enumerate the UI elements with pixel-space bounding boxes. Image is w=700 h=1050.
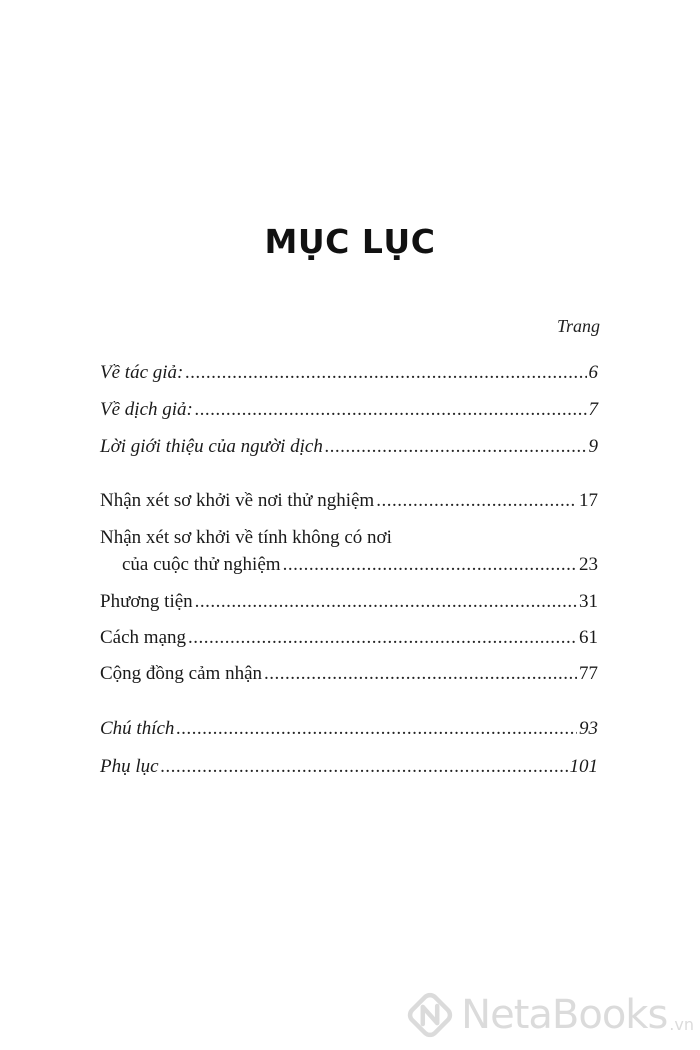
toc-entry-chapter-4[interactable]	[100, 627, 598, 649]
toc-entry-translator-intro[interactable]	[100, 436, 598, 458]
toc-entry-page: 101	[569, 756, 598, 777]
dot-leader	[195, 591, 577, 613]
toc-entry-label: Về tác giả:	[100, 362, 184, 383]
dot-leader	[185, 362, 586, 384]
toc-entry-label: của cuộc thử nghiệm	[122, 554, 281, 575]
dot-leader	[161, 756, 568, 778]
netabooks-watermark	[403, 988, 694, 1042]
toc-entry-about-author[interactable]	[100, 362, 598, 384]
toc-entry-page: 17	[579, 490, 598, 511]
toc-entry-chapter-2[interactable]	[122, 554, 598, 576]
toc-entry-label: Cộng đồng cảm nhận	[100, 663, 263, 684]
toc-entry-page: 23	[579, 554, 598, 575]
toc-entry-about-translator[interactable]	[100, 399, 598, 421]
dot-leader	[195, 399, 587, 421]
toc-entry-label: Chú thích	[100, 718, 175, 739]
toc-entry-label: Nhận xét sơ khởi về nơi thử nghiệm	[100, 490, 375, 511]
toc-entry-page: 7	[588, 399, 598, 420]
page-title: MỤC LỤC	[264, 222, 436, 261]
toc-entry-notes[interactable]	[100, 718, 598, 740]
toc-entry-page: 6	[588, 362, 598, 383]
dot-leader	[188, 627, 577, 649]
dot-leader	[283, 554, 577, 576]
dot-leader	[264, 663, 577, 685]
toc-entry-page: 77	[579, 663, 598, 684]
netabooks-logo-icon	[403, 988, 457, 1042]
toc-entry-page: 93	[579, 718, 598, 739]
toc-entry-chapter-3[interactable]	[100, 591, 598, 613]
dot-leader	[325, 436, 587, 458]
toc-entry-page: 61	[579, 627, 598, 648]
toc-entry-label: Phụ lục	[100, 756, 159, 777]
dot-leader	[376, 490, 577, 512]
toc-entry-chapter-1[interactable]	[100, 490, 598, 512]
watermark-suffix: .vn	[669, 1015, 694, 1034]
toc-entry-label: Phương tiện	[100, 591, 193, 612]
toc-entry-label: Về dịch giả:	[100, 399, 193, 420]
watermark-brand: NetaBooks	[461, 992, 668, 1038]
table-of-contents	[100, 0, 598, 1050]
page-column-label: Trang	[556, 316, 600, 336]
toc-entry-chapter-2-line1[interactable]: Nhận xét sơ khởi về tính không có nơi	[100, 527, 392, 548]
toc-entry-chapter-5[interactable]	[100, 663, 598, 685]
toc-entry-label: Lời giới thiệu của người dịch	[100, 436, 323, 457]
toc-entry-appendix[interactable]	[100, 756, 598, 778]
toc-entry-label: Cách mạng	[100, 627, 187, 648]
toc-entry-page: 9	[588, 436, 598, 457]
toc-entry-page: 31	[579, 591, 598, 612]
dot-leader	[176, 718, 577, 740]
